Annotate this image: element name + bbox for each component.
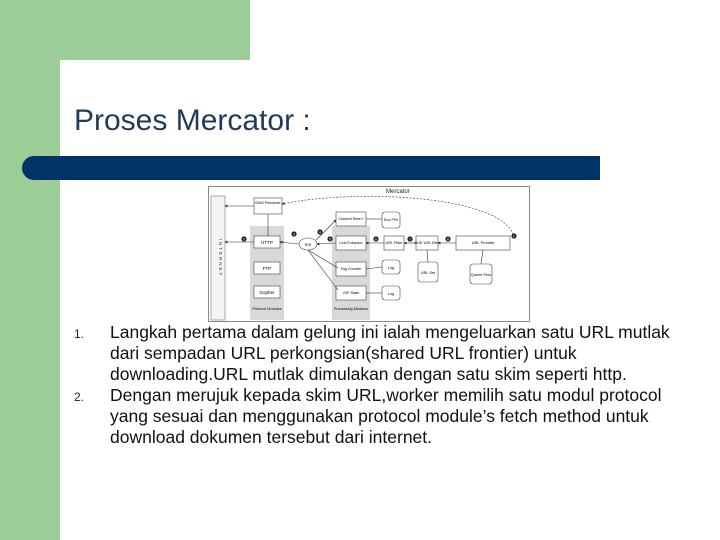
step-marker-label-5: 5 [329,237,331,242]
ris-label: RIS [304,242,312,247]
url-set-label: URL Set [420,271,436,275]
protocol-modules-label: Protocol Modules [252,307,282,311]
link-extractor-label: Link Extractor [339,241,363,245]
mercator-architecture-diagram [208,186,530,322]
log-label-2: Log [387,292,395,296]
queue-files-label: Queue Files [470,273,492,277]
tag-counter-label: Tag Counter [340,267,362,271]
step-item-2 [74,385,674,448]
processing-modules-label: Processing Modules [333,307,369,311]
step-marker-label-2: 2 [243,237,245,242]
green-top-block [0,0,250,60]
dup-url-elim-label: DUE URL Elim [414,241,440,245]
ftp-label: FTP [262,266,272,271]
step-marker-label-3: 3 [293,232,295,237]
step-marker-label-6: 6 [375,237,377,242]
doc-fps-label: Doc FPs [383,218,399,222]
step-marker-label-1: 1 [513,234,515,239]
dns-resolver-label: DNS Resolver [255,200,281,205]
step-text-1: Langkah pertama dalam gelung ini ialah mengeluarkan satu URL mutlak dari sempadan URL perkongsian(shared URL frontier) untuk downloading.URL mutlak dimulakan dengan satu skim seperti http. [110,322,670,384]
log-label-1: Log [387,266,395,270]
step-number-1: 1. [74,327,85,341]
step-text-2: Dengan merujuk kepada skim URL,worker memilih satu modul protocol yang sesuai dan menggunakan protocol module’s fetch method untuk download dokumen tersebut dari internet. [110,385,662,447]
step-marker-label-7: 7 [409,237,411,242]
step-marker-label-8: 8 [447,237,449,242]
url-frontier-label: URL Frontier [471,240,495,245]
title-underline-bar [22,156,600,180]
step-item-1 [74,322,674,385]
gif-stats-label: GIF Stats [342,291,360,295]
step-number-2: 2. [74,390,85,404]
url-filter-label: URL Filter [385,241,403,245]
diagram-title: Mercator [386,189,410,195]
step-marker-label-4: 4 [319,230,321,235]
http-label: HTTP [261,240,273,245]
content-seen-label: Content Seen? [338,217,364,221]
internet-label: INTERNET [218,238,223,278]
slide-title: Proses Mercator : [74,104,311,137]
gopher-label: Gopher [259,290,275,295]
green-side-strip [0,0,60,540]
step-list [74,322,674,448]
